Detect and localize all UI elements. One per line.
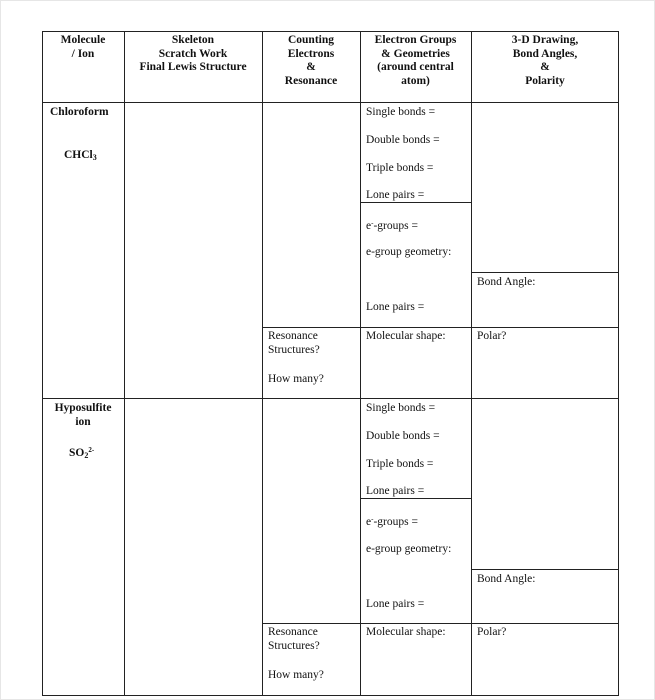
header-electron-groups-line4: atom) bbox=[401, 74, 430, 87]
header-counting bbox=[262, 34, 360, 88]
how-many-label: How many? bbox=[268, 669, 324, 681]
e-groups-suffix: -groups = bbox=[373, 516, 418, 528]
molecule-name-line1: Hyposulfite bbox=[54, 402, 112, 414]
resonance-line2: Structures? bbox=[268, 640, 320, 652]
header-skeleton-line2: Scratch Work bbox=[158, 47, 228, 60]
molecule-name: Chloroform bbox=[50, 106, 109, 118]
lone-pairs-underline bbox=[360, 202, 471, 203]
single-bonds-label: Single bonds = bbox=[366, 106, 436, 118]
header-electron-groups-line2: & Geometries bbox=[381, 47, 450, 60]
header-molecule bbox=[42, 34, 124, 61]
resonance-line2: Structures? bbox=[268, 344, 320, 356]
molecule-formula bbox=[69, 443, 94, 463]
header-counting-line3: & bbox=[306, 61, 316, 73]
formula-base: CHCl bbox=[64, 149, 93, 161]
column-line bbox=[124, 31, 125, 696]
molecule-formula bbox=[64, 148, 97, 165]
bond-angle-label: Bond Angle: bbox=[477, 276, 536, 288]
e-groups-prefix: e bbox=[366, 516, 372, 528]
header-drawing bbox=[471, 34, 619, 88]
formula-base: SO bbox=[69, 447, 85, 459]
column-line bbox=[471, 31, 472, 696]
header-skeleton-line1: Skeleton bbox=[171, 34, 215, 46]
header-drawing-line1: 3-D Drawing, bbox=[511, 34, 579, 46]
header-electron-groups bbox=[360, 34, 471, 88]
triple-bonds-label: Triple bonds = bbox=[366, 162, 434, 174]
bond-angle-divider bbox=[471, 569, 619, 570]
polar-label: Polar? bbox=[477, 626, 507, 638]
single-bonds-label: Single bonds = bbox=[366, 402, 436, 414]
header-divider bbox=[42, 102, 619, 103]
e-groups-prefix: e bbox=[366, 220, 372, 232]
row-divider bbox=[42, 398, 619, 399]
header-electron-groups-line3: (around central bbox=[377, 61, 454, 73]
bond-angle-label: Bond Angle: bbox=[477, 573, 536, 585]
molecule-name-line2: ion bbox=[75, 416, 91, 428]
resonance-structures-label bbox=[268, 625, 320, 653]
header-counting-line1: Counting bbox=[287, 34, 335, 46]
lewis-structure-table bbox=[42, 31, 619, 696]
bond-angle-divider bbox=[471, 272, 619, 273]
formula-subscript: 3 bbox=[92, 153, 97, 162]
header-drawing-line2: Bond Angles, bbox=[512, 47, 578, 60]
how-many-label: How many? bbox=[268, 373, 324, 385]
e-group-geometry-label: e-group geometry: bbox=[366, 543, 452, 555]
lone-pairs-central-label: Lone pairs = bbox=[366, 598, 425, 610]
resonance-line1: Resonance bbox=[268, 626, 318, 638]
formula-subscript: 2 bbox=[84, 451, 89, 460]
column-line bbox=[42, 31, 43, 696]
e-groups-superscript: - bbox=[371, 515, 374, 523]
lone-pairs-central-label: Lone pairs = bbox=[366, 301, 425, 313]
e-groups-label bbox=[366, 512, 418, 529]
table-border-bottom bbox=[42, 695, 619, 696]
molecular-shape-label: Molecular shape: bbox=[366, 626, 446, 638]
header-drawing-line3: & bbox=[540, 61, 550, 73]
header-skeleton bbox=[124, 34, 262, 75]
shape-divider bbox=[262, 623, 619, 624]
e-groups-label bbox=[366, 216, 418, 233]
e-groups-superscript: - bbox=[371, 219, 374, 227]
molecule-name bbox=[42, 401, 124, 429]
lone-pairs-underline bbox=[360, 498, 471, 499]
header-drawing-line4: Polarity bbox=[525, 74, 565, 87]
column-line bbox=[618, 31, 619, 696]
e-group-geometry-label: e-group geometry: bbox=[366, 246, 452, 258]
header-skeleton-line3: Final Lewis Structure bbox=[139, 61, 247, 73]
double-bonds-label: Double bonds = bbox=[366, 134, 440, 146]
header-electron-groups-line1: Electron Groups bbox=[374, 34, 457, 46]
shape-divider bbox=[262, 327, 619, 328]
table-border-top bbox=[42, 31, 619, 32]
triple-bonds-label: Triple bonds = bbox=[366, 458, 434, 470]
e-groups-suffix: -groups = bbox=[373, 220, 418, 232]
header-molecule-line1: Molecule bbox=[60, 34, 106, 46]
column-line bbox=[262, 31, 263, 696]
header-counting-line2: Electrons bbox=[287, 47, 335, 60]
header-counting-line4: Resonance bbox=[284, 74, 338, 87]
resonance-line1: Resonance bbox=[268, 330, 318, 342]
column-line bbox=[360, 31, 361, 696]
header-molecule-line2: / Ion bbox=[71, 47, 95, 60]
molecular-shape-label: Molecular shape: bbox=[366, 330, 446, 342]
polar-label: Polar? bbox=[477, 330, 507, 342]
resonance-structures-label bbox=[268, 329, 320, 357]
lone-pairs-label: Lone pairs = bbox=[366, 485, 425, 497]
double-bonds-label: Double bonds = bbox=[366, 430, 440, 442]
lone-pairs-label: Lone pairs = bbox=[366, 189, 425, 201]
formula-superscript: 2- bbox=[88, 446, 95, 454]
